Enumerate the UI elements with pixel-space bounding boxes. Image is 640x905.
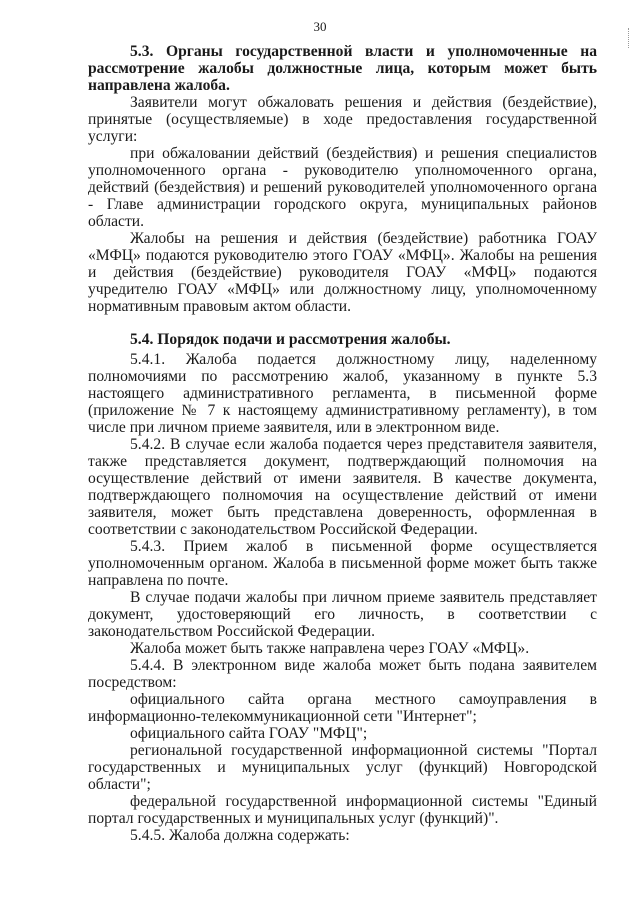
list-item: официального сайта органа местного самоуправления в информационно-телекоммуникационной сети "Интернет"; — [88, 691, 597, 725]
paragraph: Жалоба может быть также направлена через ГОАУ «МФЦ». — [130, 640, 530, 657]
document-body — [88, 43, 597, 844]
list-item: федеральной государственной информационной системы "Единый портал государственных и муниципальных услуг (функций)". — [88, 793, 597, 827]
paragraph-5-4-3: 5.4.3. Прием жалоб в письменной форме осуществляется уполномоченным органом. Жалоба в письменной форме может быть также направлена по почте. — [88, 538, 597, 589]
section-heading-5-4: 5.4. Порядок подачи и рассмотрения жалобы. — [130, 331, 451, 348]
paragraph-5-4-5: 5.4.5. Жалоба должна содержать: — [130, 827, 350, 844]
page-number: 30 — [313, 19, 327, 34]
paragraph: В случае подачи жалобы при личном приеме заявитель представляет документ, удостоверяющий его личность, в соответствии с законодательством Российской Федерации. — [88, 589, 597, 640]
paragraph: Жалобы на решения и действия (бездействие) работника ГОАУ «МФЦ» подаются руководителю этого ГОАУ «МФЦ». Жалобы на решения и действия (бездействие) руководителя ГОАУ «МФЦ» подаются учредителю ГОАУ «МФЦ» или должностному лицу, уполномоченному нормативным правовым актом области. — [88, 230, 597, 315]
paragraph-5-4-2: 5.4.2. В случае если жалоба подается через представителя заявителя, также представляется документ, подтверждающий полномочия на осуществление действий от имени заявителя. В качестве документа, подтверждающего полномочия на осуществление действий от имени заявителя, может быть представлена доверенность, оформленная в соответствии с законодательством Российской Федерации. — [88, 436, 597, 538]
section-gap — [88, 315, 597, 331]
paragraph: Заявители могут обжаловать решения и действия (бездействие), принятые (осуществляемые) в ходе предоставления государственной услуги: — [88, 94, 597, 145]
paragraph: при обжаловании действий (бездействия) и решения специалистов уполномоченного органа - руководителю уполномоченного органа, действий (бездействия) и решений руководителей уполномоченного органа - Главе администрации городского округа, муниципальных районов области. — [88, 145, 597, 230]
scan-edge-mark — [628, 28, 634, 48]
list-item: региональной государственной информационной системы "Портал государственных и муниципальных услуг (функций) Новгородской области"; — [88, 742, 597, 793]
section-heading-5-3: 5.3. Органы государственной власти и уполномоченные на рассмотрение жалобы должностные лица, которым может быть направлена жалоба. — [88, 43, 597, 94]
paragraph-5-4-4: 5.4.4. В электронном виде жалоба может быть подана заявителем посредством: — [88, 657, 597, 691]
paragraph-5-4-1: 5.4.1. Жалоба подается должностному лицу, наделенному полномочиями по рассмотрению жалоб, указанному в пункте 5.3 настоящего административного регламента, в письменной форме (приложение № 7 к настоящему административному регламенту), в том числе при личном приеме заявителя, или в электронном виде. — [88, 351, 597, 436]
list-item: официального сайта ГОАУ "МФЦ"; — [130, 725, 368, 742]
